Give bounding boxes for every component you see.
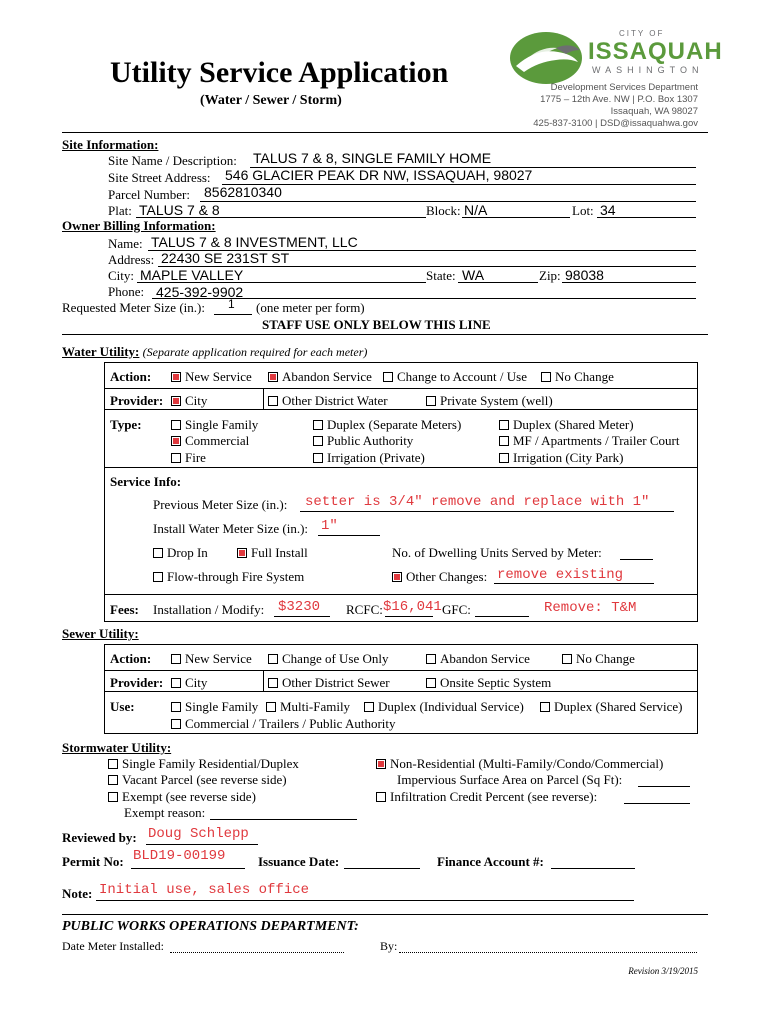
checkbox[interactable] [426, 678, 436, 688]
permit-field[interactable]: BLD19-00199 [133, 848, 226, 864]
drop-in-option[interactable] [153, 546, 208, 559]
sewer-provider-label: Provider: [110, 675, 164, 690]
checkbox[interactable] [541, 372, 551, 382]
water-action-new[interactable] [171, 370, 252, 383]
option-label: Abandon Service [282, 369, 372, 384]
option-label: City [185, 675, 208, 690]
owner-name-field[interactable]: TALUS 7 & 8 INVESTMENT, LLC [151, 234, 358, 250]
meter-size-note: (one meter per form) [256, 300, 365, 315]
owner-state-label: State: [426, 268, 456, 283]
water-provider-city[interactable] [171, 394, 207, 407]
option-label: Multi-Family [280, 699, 351, 714]
owner-phone-field[interactable]: 425-392-9902 [156, 284, 244, 300]
flow-through-option[interactable] [153, 570, 304, 583]
checkbox[interactable] [171, 420, 181, 430]
site-address-line [222, 184, 696, 185]
permit-label: Permit No: [62, 854, 124, 869]
use-single[interactable] [171, 700, 258, 713]
option-label: Irrigation (Private) [327, 450, 425, 465]
sewer-provider-other[interactable] [268, 676, 390, 689]
install-modify-field[interactable]: $3230 [278, 599, 321, 615]
gfc-label: GFC: [442, 602, 471, 617]
option-label: Single Family [185, 699, 259, 714]
header-rule [62, 132, 708, 133]
checkbox[interactable] [499, 420, 509, 430]
gfc-line [475, 616, 529, 617]
owner-address-label: Address: [108, 252, 155, 267]
water-heading: Water Utility: [62, 344, 140, 359]
checkbox[interactable] [313, 436, 323, 446]
storm-infiltration[interactable] [376, 790, 597, 803]
parcel-line [200, 201, 696, 202]
staff-use-banner: STAFF USE ONLY BELOW THIS LINE [262, 317, 491, 332]
install-meter-field[interactable]: 1" [321, 518, 338, 534]
option-label: Commercial / Trailers / Public Authority [185, 716, 396, 731]
issuance-label: Issuance Date: [258, 854, 340, 869]
checkbox[interactable] [153, 572, 163, 582]
checkbox[interactable] [562, 654, 572, 664]
prev-meter-line [300, 511, 674, 512]
sewer-action-abandon[interactable] [426, 652, 530, 665]
prev-meter-field[interactable]: setter is 3/4" remove and replace with 1" [305, 494, 650, 510]
option-label: Onsite Septic System [440, 675, 552, 690]
option-label: Other District Sewer [282, 675, 390, 690]
checkbox-checked[interactable] [171, 372, 181, 382]
sewer-heading: Sewer Utility: [62, 626, 139, 641]
plat-field[interactable]: TALUS 7 & 8 [139, 202, 220, 218]
note-line [96, 900, 634, 901]
option-label: No Change [576, 651, 635, 666]
option-label: Fire [185, 450, 206, 465]
checkbox-checked[interactable] [237, 548, 247, 558]
owner-phone-label: Phone: [108, 284, 145, 299]
reviewed-label: Reviewed by: [62, 830, 137, 845]
install-modify-line [274, 616, 330, 617]
checkbox-checked[interactable] [171, 436, 181, 446]
water-provider-private[interactable] [426, 394, 553, 407]
other-changes-option[interactable] [392, 570, 487, 583]
reviewed-line [146, 844, 258, 845]
type-irrigation-private[interactable] [313, 451, 425, 464]
issuance-line [344, 868, 420, 869]
option-label: Other District Water [282, 393, 388, 408]
checkbox[interactable] [171, 719, 181, 729]
checkbox[interactable] [364, 702, 374, 712]
storm-heading: Stormwater Utility: [62, 740, 172, 755]
option-label: Public Authority [327, 433, 414, 448]
owner-state-field[interactable]: WA [462, 267, 485, 283]
sewer-action-new[interactable] [171, 652, 252, 665]
install-meter-label: Install Water Meter Size (in.): [153, 521, 309, 536]
option-label: Full Install [251, 545, 308, 560]
use-commercial[interactable] [171, 717, 396, 730]
note-field[interactable]: Initial use, sales office [99, 882, 310, 898]
option-label: Duplex (Individual Service) [378, 699, 524, 714]
checkbox[interactable] [171, 654, 181, 664]
checkbox[interactable] [313, 420, 323, 430]
site-address-field[interactable]: 546 GLACIER PEAK DR NW, ISSAQUAH, 98027 [225, 167, 533, 183]
option-label: Other Changes: [406, 569, 488, 584]
checkbox[interactable] [426, 396, 436, 406]
option-label: Change of Use Only [282, 651, 389, 666]
finance-line [551, 868, 635, 869]
checkbox[interactable] [171, 453, 181, 463]
type-duplex-shared[interactable] [499, 418, 634, 431]
option-label: Non-Residential (Multi-Family/Condo/Commercial) [390, 756, 664, 771]
use-multi[interactable] [266, 700, 350, 713]
revision-note: Revision 3/19/2015 [628, 966, 698, 976]
parcel-label: Parcel Number: [108, 187, 190, 202]
checkbox[interactable] [108, 775, 118, 785]
option-label: MF / Apartments / Trailer Court [513, 433, 680, 448]
note-label: Note: [62, 886, 93, 901]
page-subtitle: (Water / Sewer / Storm) [200, 93, 342, 108]
checkbox[interactable] [499, 436, 509, 446]
date-installed-line [170, 952, 344, 953]
option-label: Vacant Parcel (see reverse side) [122, 772, 287, 787]
checkbox[interactable] [313, 453, 323, 463]
water-action-abandon[interactable] [268, 370, 372, 383]
water-heading-row [62, 345, 367, 358]
option-label: Irrigation (City Park) [513, 450, 624, 465]
sewer-action-nochange[interactable] [562, 652, 635, 665]
sewer-provider-septic[interactable] [426, 676, 551, 689]
use-duplex-shared[interactable] [540, 700, 683, 713]
sewer-action-change[interactable] [268, 652, 389, 665]
remove-note[interactable]: Remove: T&M [544, 600, 637, 616]
option-label: Single Family [185, 417, 259, 432]
plat-label: Plat: [108, 203, 132, 218]
dept-contact: 425-837-3100 | DSD@issaquahwa.gov [533, 118, 698, 129]
prev-meter-label: Previous Meter Size (in.): [153, 497, 288, 512]
option-label: New Service [185, 651, 252, 666]
exempt-reason-label: Exempt reason: [124, 805, 206, 820]
storm-exempt[interactable] [108, 790, 256, 803]
option-label: No Change [555, 369, 614, 384]
rcfc-field[interactable]: $16,041 [383, 599, 442, 615]
other-changes-line [494, 583, 654, 584]
checkbox[interactable] [383, 372, 393, 382]
by-line [399, 952, 697, 953]
checkbox[interactable] [376, 792, 386, 802]
checkbox[interactable] [540, 702, 550, 712]
finance-label: Finance Account #: [437, 854, 544, 869]
dept-address1: 1775 – 12th Ave. NW | P.O. Box 1307 [540, 94, 698, 105]
public-works-heading: PUBLIC WORKS OPERATIONS DEPARTMENT: [62, 919, 359, 934]
site-address-label: Site Street Address: [108, 170, 211, 185]
meter-size-label: Requested Meter Size (in.): [62, 300, 205, 315]
type-duplex-separate[interactable] [313, 418, 461, 431]
checkbox[interactable] [171, 678, 181, 688]
logo-name: ISSAQUAH [588, 38, 723, 65]
site-name-field[interactable]: TALUS 7 & 8, SINGLE FAMILY HOME [253, 150, 492, 166]
checkbox[interactable] [266, 702, 276, 712]
water-note: (Separate application required for each meter) [142, 345, 368, 359]
water-action-change[interactable] [383, 370, 527, 383]
owner-city-field[interactable]: MAPLE VALLEY [140, 267, 244, 283]
type-fire[interactable] [171, 451, 206, 464]
checkbox[interactable] [153, 548, 163, 558]
owner-address-field[interactable]: 22430 SE 231ST ST [161, 250, 290, 266]
site-heading: Site Information: [62, 137, 159, 152]
sewer-provider-divider [263, 670, 264, 692]
sewer-action-label: Action: [110, 651, 152, 666]
parcel-field[interactable]: 8562810340 [204, 184, 282, 200]
owner-zip-field[interactable]: 98038 [565, 267, 604, 283]
option-label: Single Family Residential/Duplex [122, 756, 299, 771]
water-action-nochange[interactable] [541, 370, 614, 383]
other-changes-field[interactable]: remove existing [497, 567, 624, 583]
type-public[interactable] [313, 434, 413, 447]
sewer-provider-city[interactable] [171, 676, 207, 689]
option-label: Duplex (Shared Service) [554, 699, 683, 714]
owner-name-label: Name: [108, 236, 143, 251]
checkbox[interactable] [108, 759, 118, 769]
impervious-line [638, 786, 690, 787]
rcfc-line [385, 616, 433, 617]
fees-divider [104, 594, 698, 595]
by-label: By: [380, 939, 398, 953]
sewer-use-label: Use: [110, 699, 135, 714]
option-label: New Service [185, 369, 252, 384]
storm-nonres[interactable] [376, 757, 663, 770]
lot-field[interactable]: 34 [600, 202, 616, 218]
infiltration-line [624, 803, 690, 804]
install-meter-line [318, 535, 380, 536]
checkbox[interactable] [171, 702, 181, 712]
page-title: Utility Service Application [110, 56, 449, 89]
water-provider-divider [263, 388, 264, 410]
checkbox-checked[interactable] [268, 372, 278, 382]
checkbox-checked[interactable] [171, 396, 181, 406]
footer-rule [62, 914, 708, 915]
option-label: Duplex (Shared Meter) [513, 417, 634, 432]
meter-size-line [214, 314, 252, 315]
checkbox-checked[interactable] [392, 572, 402, 582]
checkbox[interactable] [499, 453, 509, 463]
dept-name: Development Services Department [550, 82, 698, 93]
service-info-label: Service Info: [110, 474, 182, 489]
checkbox[interactable] [268, 654, 278, 664]
fees-label: Fees: [110, 602, 139, 617]
option-label: Drop In [167, 545, 208, 560]
impervious-label: Impervious Surface Area on Parcel (Sq Ft): [397, 772, 623, 787]
option-label: Private System (well) [440, 393, 553, 408]
reviewed-field[interactable]: Doug Schlepp [148, 826, 249, 842]
staff-rule [62, 334, 708, 335]
rcfc-label: RCFC: [346, 602, 383, 617]
storm-vacant[interactable] [108, 773, 287, 786]
dwelling-line [620, 559, 653, 560]
permit-line [131, 868, 245, 869]
option-label: Flow-through Fire System [167, 569, 305, 584]
water-type-divider [104, 467, 698, 468]
checkbox[interactable] [268, 678, 278, 688]
install-modify-label: Installation / Modify: [153, 602, 265, 617]
option-label: Abandon Service [440, 651, 530, 666]
checkbox[interactable] [268, 396, 278, 406]
option-label: City [185, 393, 208, 408]
option-label: Change to Account / Use [397, 369, 527, 384]
logo-state: WASHINGTON [592, 65, 704, 75]
type-mf[interactable] [499, 434, 679, 447]
full-install-option[interactable] [237, 546, 308, 559]
option-label: Infiltration Credit Percent (see reverse): [390, 789, 598, 804]
owner-zip-label: Zip: [539, 268, 561, 283]
checkbox[interactable] [108, 792, 118, 802]
dept-address2: Issaquah, WA 98027 [610, 106, 698, 117]
checkbox[interactable] [426, 654, 436, 664]
option-label: Commercial [185, 433, 250, 448]
block-field[interactable]: N/A [464, 202, 488, 218]
type-single[interactable] [171, 418, 258, 431]
option-label: Exempt (see reverse side) [122, 789, 256, 804]
type-irrigation-city[interactable] [499, 451, 623, 464]
exempt-reason-line [210, 819, 357, 820]
option-label: Duplex (Separate Meters) [327, 417, 462, 432]
owner-city-label: City: [108, 268, 135, 283]
owner-heading: Owner Billing Information: [62, 218, 216, 233]
water-provider-label: Provider: [110, 393, 164, 408]
water-type-label: Type: [110, 417, 142, 432]
block-label: Block: [426, 203, 461, 218]
lot-label: Lot: [572, 203, 594, 218]
logo-city-of: CITY OF [619, 29, 665, 38]
water-action-label: Action: [110, 369, 152, 384]
checkbox-checked[interactable] [376, 759, 386, 769]
storm-single[interactable] [108, 757, 299, 770]
meter-size-field[interactable]: 1 [228, 297, 235, 311]
water-provider-other[interactable] [268, 394, 388, 407]
date-installed-label: Date Meter Installed: [62, 939, 164, 953]
site-name-label: Site Name / Description: [108, 153, 237, 168]
type-commercial[interactable] [171, 434, 249, 447]
dwelling-label: No. of Dwelling Units Served by Meter: [392, 545, 602, 560]
use-duplex-individual[interactable] [364, 700, 524, 713]
